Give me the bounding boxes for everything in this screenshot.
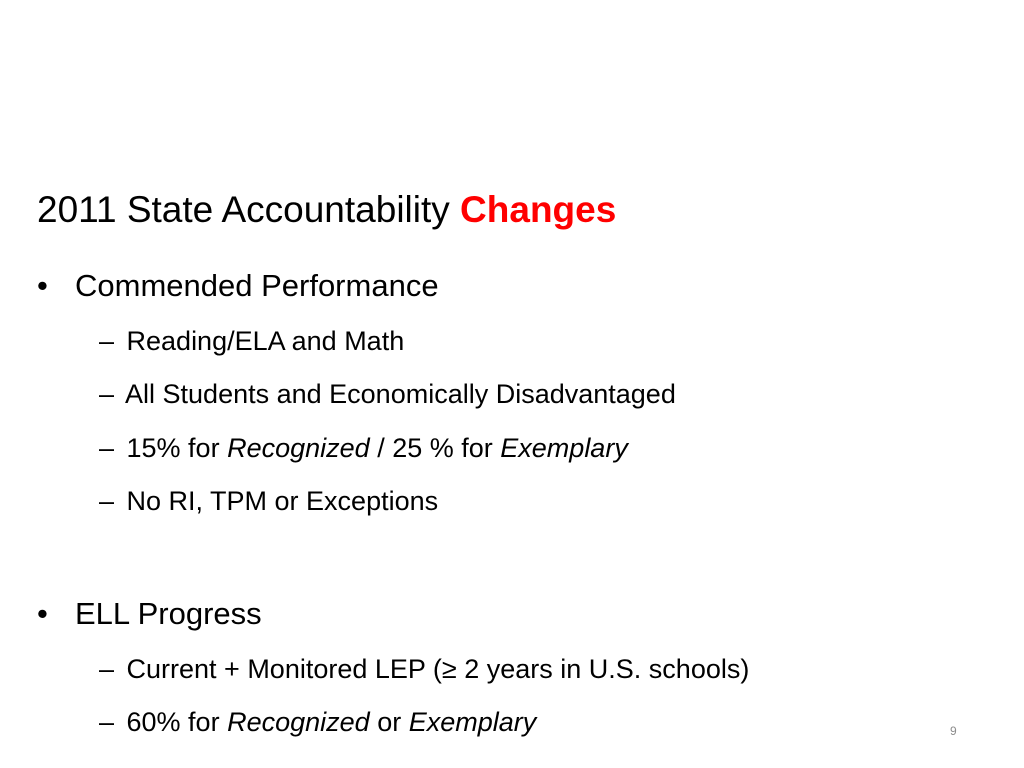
dash-marker: –: [99, 326, 115, 356]
subitem-sixty-percent: [99, 704, 536, 740]
subitem-text: Reading/ELA and Math: [126, 326, 405, 356]
bullet-label: Commended Performance: [75, 268, 439, 303]
subitem-text-mid: or: [377, 707, 402, 737]
dash-marker: –: [99, 433, 115, 463]
subitem-text-mid: / 25 % for: [377, 433, 493, 463]
dash-marker: –: [99, 654, 115, 684]
subitem-current-monitored-lep: [99, 651, 749, 687]
subitem-text: No RI, TPM or Exceptions: [126, 486, 439, 516]
subitem-text: All Students and Economically Disadvantaged: [125, 379, 676, 409]
title-accent: Changes: [460, 189, 617, 230]
dash-marker: –: [99, 486, 115, 516]
subitem-reading-math: [99, 323, 404, 359]
slide-title: [37, 186, 616, 234]
page-number: 9: [950, 724, 957, 738]
dash-marker: –: [99, 707, 115, 737]
subitem-no-ri-tpm: [99, 483, 438, 519]
bullet-marker: •: [37, 268, 48, 303]
bullet-marker: •: [37, 596, 48, 631]
bullet-ell-progress: [37, 594, 262, 634]
subitem-italic-exemplary: Exemplary: [408, 707, 537, 737]
subitem-all-students: [99, 376, 676, 412]
subitem-italic-recognized: Recognized: [227, 707, 370, 737]
bullet-label: ELL Progress: [75, 596, 262, 631]
bullet-commended-performance: [37, 266, 439, 306]
subitem-recognized-exemplary-percent: [99, 430, 628, 466]
subitem-italic-recognized: Recognized: [227, 433, 370, 463]
subitem-italic-exemplary: Exemplary: [500, 433, 628, 463]
dash-marker: –: [99, 379, 115, 409]
subitem-text-pre: 15% for: [126, 433, 220, 463]
subitem-text: Current + Monitored LEP (≥ 2 years in U.S. schools): [126, 654, 750, 684]
title-main: 2011 State Accountability: [37, 189, 450, 230]
subitem-text-pre: 60% for: [126, 707, 220, 737]
